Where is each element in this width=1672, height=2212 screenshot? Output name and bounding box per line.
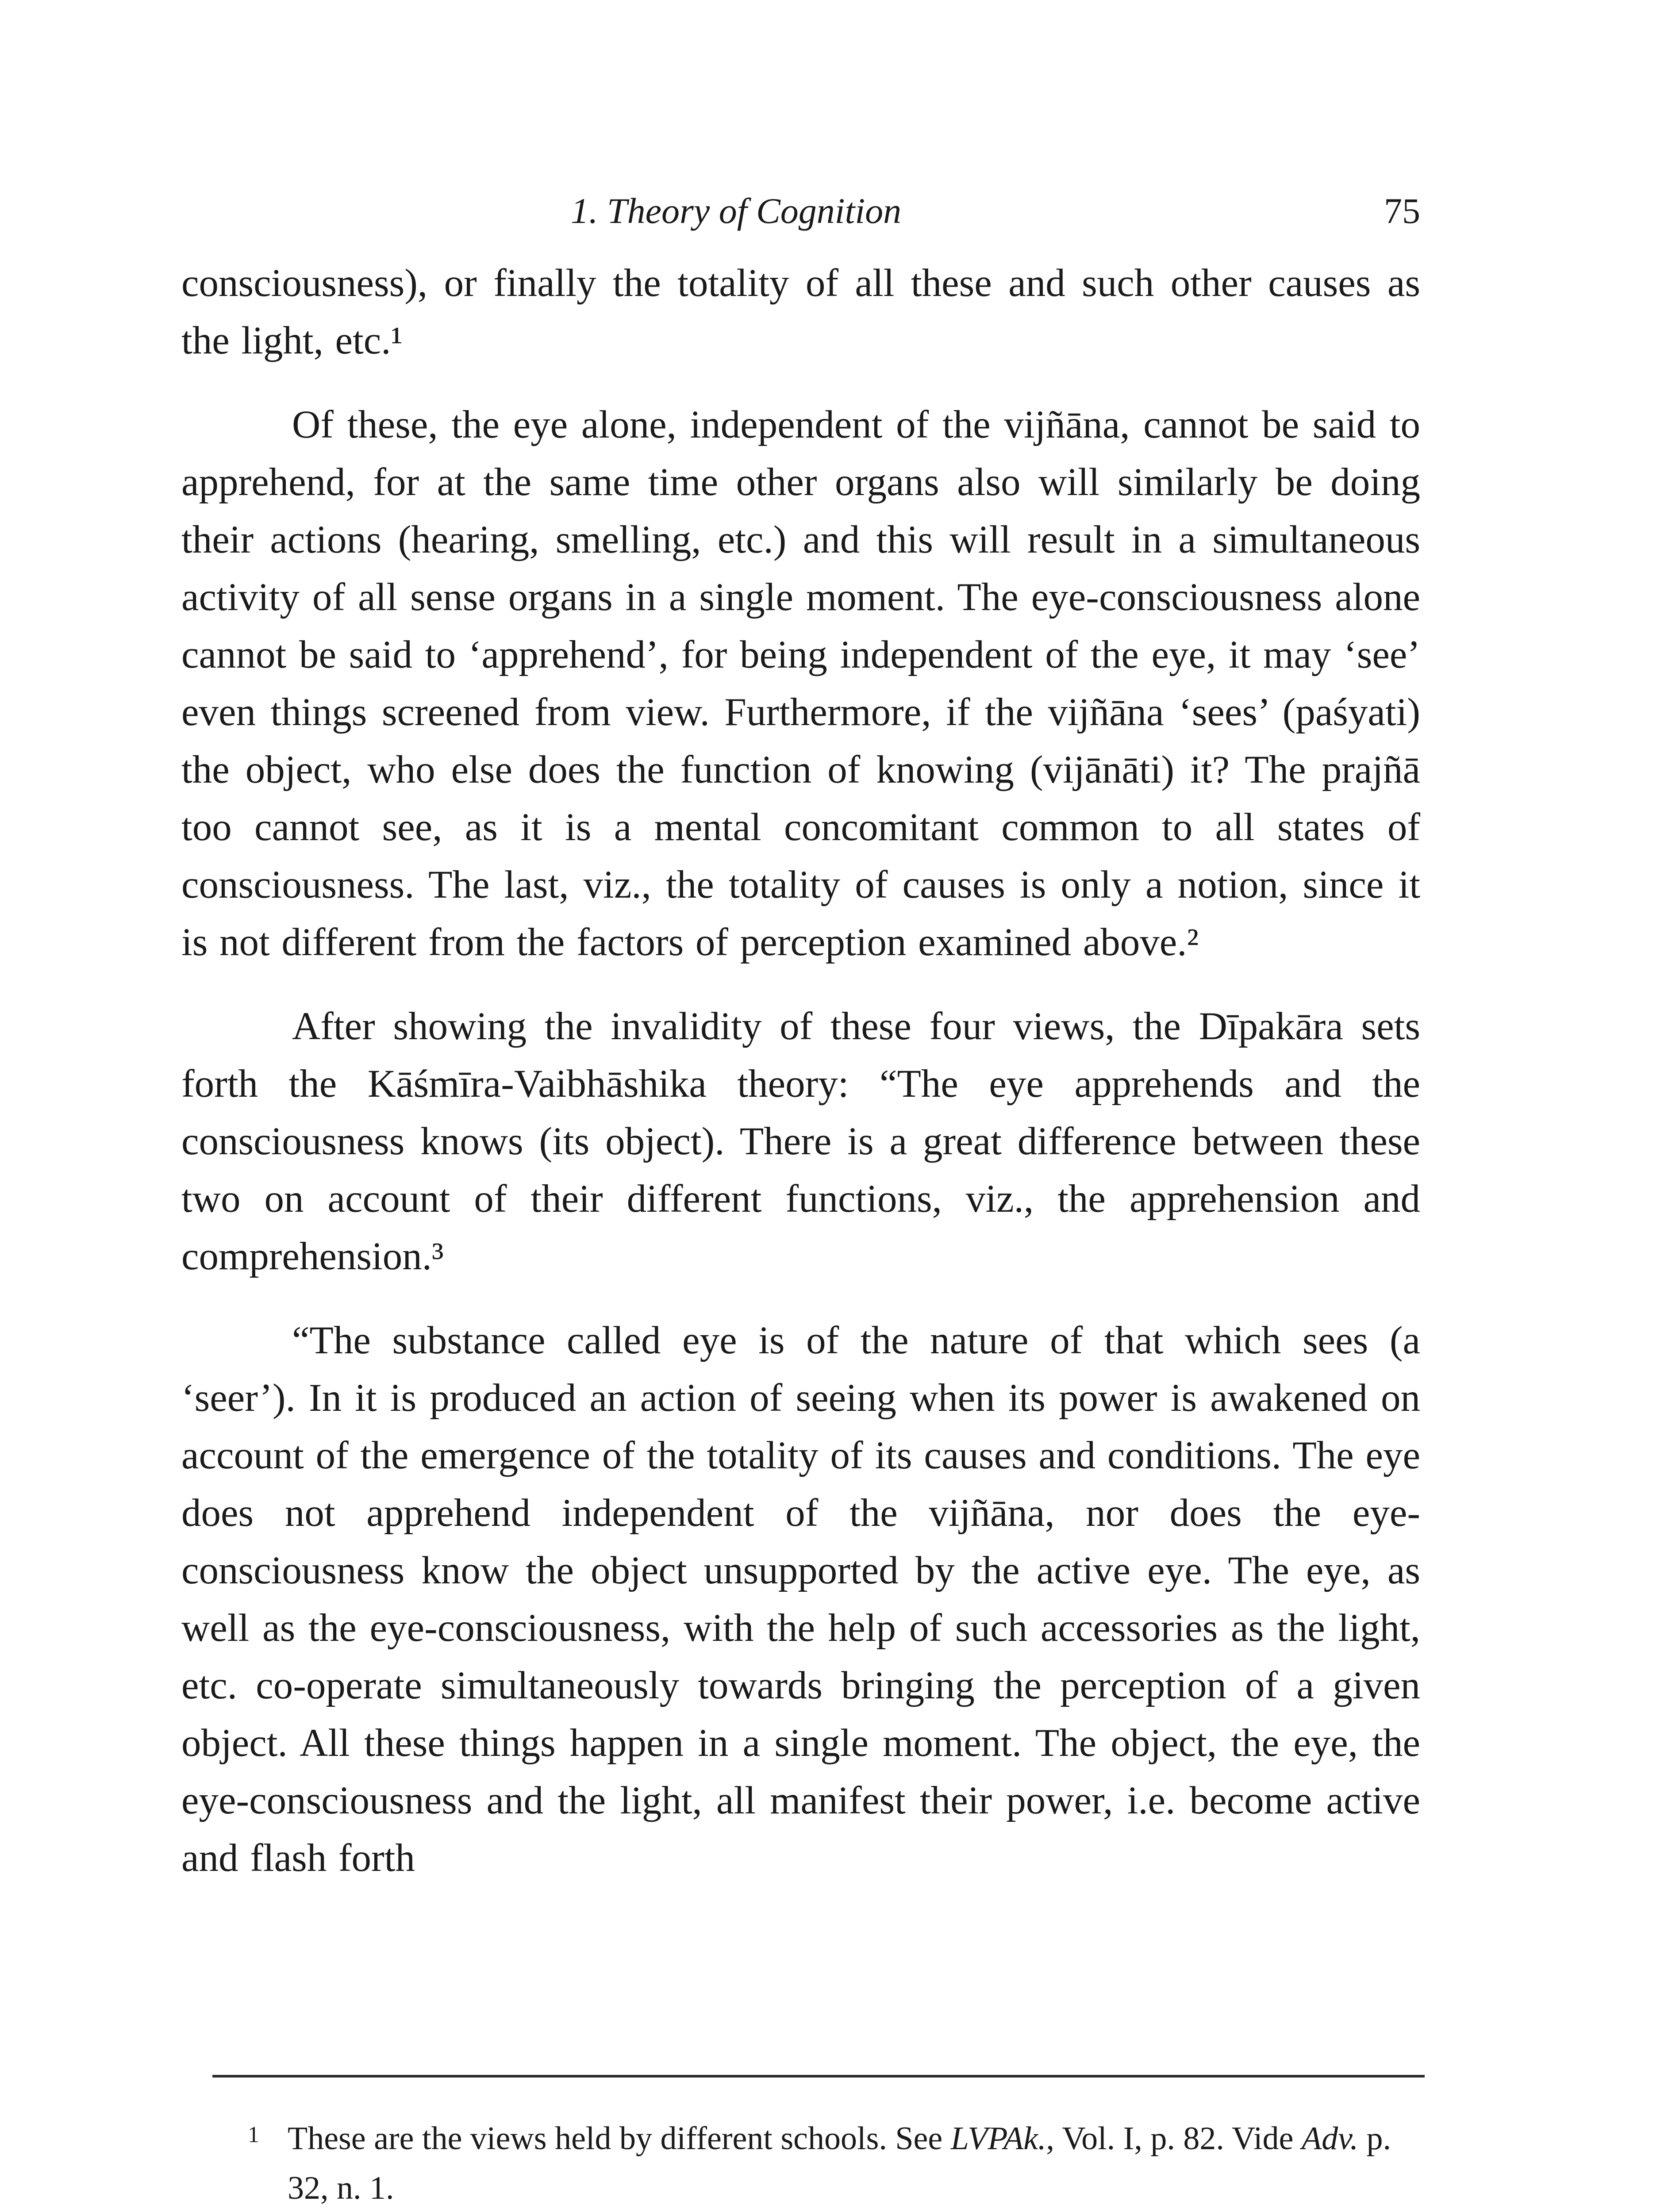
footnote-1	[248, 2110, 1425, 2212]
page-number: 75	[1384, 191, 1420, 231]
footnotes	[248, 2110, 1425, 2212]
footnote-marker: 1	[248, 2122, 259, 2147]
paragraph-substance-eye: “The substance called eye is of the nature of that which sees (a ‘seer’). In it is produced an action of seeing when its power is awakened on account of the emergence of the totality of its causes and conditions. The eye does not apprehend independent of the vijñāna, nor does the eye-consciousness know the object unsupported by the active eye. The eye, as well as the eye-consciousness, with the help of such accessories as the light, etc. co-operate simultaneously towards bringing the perception of a given object. All these things happen in a single moment. The object, the eye, the eye-consciousness and the light, all manifest their power, i.e. become active and flash forth	[181, 1319, 1420, 1880]
body-text	[181, 254, 1420, 1887]
footnote-divider	[212, 2075, 1425, 2078]
page-header	[181, 181, 1420, 243]
footnote-citation: LVPAk.	[950, 2120, 1046, 2157]
footnote-text: p. 32, n. 1.	[288, 2120, 1391, 2206]
paragraph-continuation: consciousness), or finally the totality of all these and such other causes as the light, etc.¹	[181, 261, 1420, 362]
footnote-text: These are the views held by different schools. See	[288, 2120, 951, 2157]
running-title: 1. Theory of Cognition	[571, 191, 902, 231]
footnote-citation: Adv.	[1301, 2120, 1358, 2157]
paragraph-dipakara-theory: After showing the invalidity of these four views, the Dīpakāra sets forth the Kāśmīra-Vaibhāshika theory: “The eye apprehends and the consciousness knows (its object). There is a great difference between these two on account of their different functions, viz., the apprehension and comprehension.³	[181, 1005, 1420, 1278]
paragraph-eye-alone: Of these, the eye alone, independent of the vijñāna, cannot be said to apprehend, for at the same time other organs also will similarly be doing their actions (hearing, smelling, etc.) and this will result in a simultaneous activity of all sense organs in a single moment. The eye-consciousness alone cannot be said to ‘apprehend’, for being independent of the eye, it may ‘see’ even things screened from view. Furthermore, if the vijñāna ‘sees’ (paśyati) the object, who else does the function of knowing (vijānāti) it? The prajñā too cannot see, as it is a mental concomitant common to all states of consciousness. The last, viz., the totality of causes is only a notion, since it is not different from the factors of perception examined above.²	[181, 403, 1420, 964]
footnote-text: , Vol. I, p. 82. Vide	[1046, 2120, 1302, 2157]
